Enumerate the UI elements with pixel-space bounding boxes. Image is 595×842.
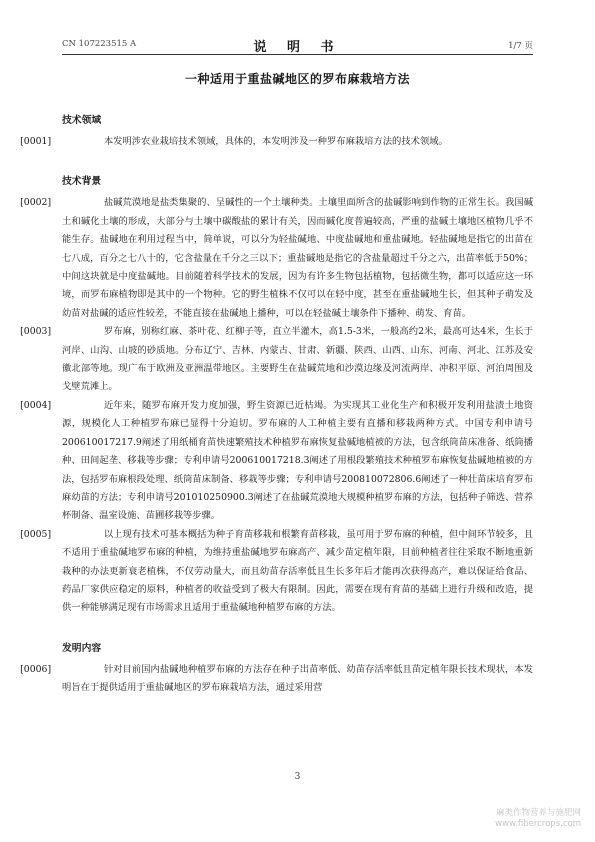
watermark-url: www.fibercrops.com [495,819,581,829]
paragraph-text: 针对目前国内盐碱地种植罗布麻的方法存在种子出苗率低、幼苗存活率低且苗定植年限长技术现状，本发明旨在于提供适用于重盐碱地区的罗布麻栽培方法，通过采用营 [62,663,533,694]
document-body [20,70,533,698]
document-title: 一种适用于重盐碱地区的罗布麻栽培方法 [184,72,410,86]
site-watermark [495,808,581,830]
page-header [62,36,533,55]
paragraph-number: [0006] [20,663,52,675]
watermark-site-name: 麻类作物营养与施肥网 [495,808,581,818]
section-summary [20,640,533,698]
section-heading: 发明内容 [62,642,102,654]
paragraph-number: [0001] [20,136,52,147]
paragraph-0004 [20,397,533,526]
paragraph-number: [0002] [20,197,52,209]
paragraph-number: [0005] [20,528,52,540]
paragraph-0002 [20,194,533,323]
paragraph-text: 盐碱荒漠地是盐类集聚的、呈碱性的一个土壤种类。土壤里面所含的盐碱影响到作物的正常生长。我国碱土和碱化土壤的形成，大部分与土壤中碳酸盐的累计有关，因而碱化度普遍较高，严重的盐碱土壤地区植物几乎不能生存。盐碱地在利用过程当中，简单说，可以分为轻盐碱地、中度盐碱地和重盐碱地。轻盐碱地是指它的出苗在七八成，百分之七八十的，它含盐量在千分之三以下；重盐碱地是指它的含盐量超过千分之六，出苗率低于50%；中间这块就是中度盐碱地。目前随着科学技术的发展，因为有许多生物包括植物，包括微生物，都可以适应这一环境，而罗布麻植物即是其中的一个物种。它的野生植株不仅可以在轻中度，甚至在重盐碱地生长，但其种子萌发及幼苗对盐碱的适应性较差，不能直接在盐碱地上播种，可以在轻盐碱土壤条件下播种、萌发、育苗。 [62,197,533,319]
page-indicator: 1/7 页 [508,41,533,51]
section-background [20,173,533,617]
paragraph-number: [0004] [20,399,52,411]
page-number: 3 [294,772,301,782]
paragraph-0005 [20,526,533,618]
paragraph-number: [0003] [20,326,52,338]
paragraph-text: 本发明涉农业栽培技术领域，具体的，本发明涉及一种罗布麻栽培方法的技术领域。 [103,136,448,147]
paragraph-text: 近年来，随罗布麻开发力度加强，野生资源已近枯竭。为实现其工业化生产和积极开发利用盐渍土地资源，规模化人工种植罗布麻已显得十分迫切。罗布麻的人工种植主要有直播和移栽两种方式。中国专利申请号200610017217.9阐述了用纸桶育苗快速繁殖技术种植罗布麻恢复盐碱地植被的方法，包含纸筒苗床准备、纸筒播种、田间起垄、移栽等步骤；专利申请号200610017218.3阐述了用根段繁殖技术种植罗布麻恢复盐碱地植被的方法，包括罗布麻根段处理、纸筒苗床制备、移栽等步骤；专利申请号200810072806.6阐述了一种壮苗床培育罗布麻幼苗的方法；专利申请号201010250900.3阐述了在盐碱荒漠地大规模种植罗布麻的方法，包括种子筛选、营养杯制备、温室设施、苗圃移栽等步骤。 [62,399,533,522]
doc-type-label: 说 明 书 [253,40,342,55]
patent-number: CN 107223515 A [62,39,137,49]
paragraph-0001 [20,133,533,151]
paragraph-text: 罗布麻，别称红麻、茶叶花、红柳子等，直立半灌木，高1.5-3米，一般高约2米，最高可达4米，生长于河岸、山沟、山坡的砂质地。分布辽宁、吉林、内蒙古、甘肃、新疆、陕西、山西、山东、河南、河北、江苏及安徽北部等地。现广布于欧洲及亚洲温带地区。主要野生在盐碱荒地和沙漠边缘及河流两岸、冲积平原、河泊周围及戈壁荒滩上。 [62,326,533,393]
section-heading: 技术背景 [62,176,102,188]
paragraph-0003 [20,323,533,397]
section-heading: 技术领域 [62,115,102,126]
paragraph-text: 以上现有技术可基本概括为种子育苗移栽和根繁育苗移栽，虽可用于罗布麻的种植，但中间环节较多，且不适用于重盐碱地罗布麻的种植，为维持重盐碱地罗布麻高产、减少苗定植年限，目前种植者往往采取不断地重新栽种的办法更新衰老植株，不仅劳动量大，而且幼苗存活率低且生长多年后才能再次获得高产，难以保证给食品、药品厂家供应稳定的原料，种植者的收益受到了极大有限制。因此，需要在现有育苗的基础上进行升级和改造，提供一种能够满足现有市场需求且适用于重盐碱地种植罗布麻的方法。 [62,528,533,614]
section-technical-field [20,112,533,151]
paragraph-0006 [20,661,533,698]
